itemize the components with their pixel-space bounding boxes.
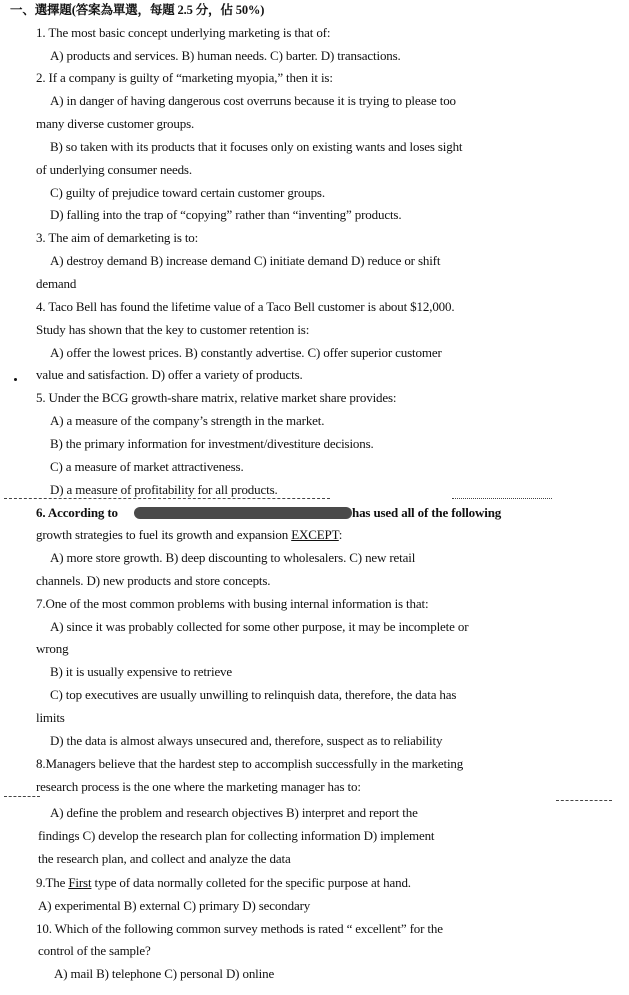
question-7: 7.One of the most common problems with busing internal information is that: — [36, 596, 429, 611]
question-2-option-a: A) in danger of having dangerous cost overruns because it is trying to please too — [50, 93, 456, 108]
question-8-options-cont-2: the research plan, and collect and analyze the data — [38, 851, 291, 866]
scan-line-left — [4, 498, 330, 499]
scan-line-left-2 — [4, 796, 40, 797]
question-4: 4. Taco Bell has found the lifetime value of a Taco Bell customer is about $12,000. — [36, 299, 455, 314]
question-10: 10. Which of the following common survey methods is rated “ excellent” for the — [36, 921, 443, 936]
question-6-options-cont: channels. D) new products and store concepts. — [36, 573, 271, 588]
question-8-cont: research process is the one where the marketing manager has to: — [36, 779, 361, 794]
question-8-options-cont: findings C) develop the research plan for collecting information D) implement — [38, 828, 435, 843]
question-2: 2. If a company is guilty of “marketing myopia,” then it is: — [36, 70, 333, 85]
question-7-option-a-cont: wrong — [36, 641, 69, 656]
question-2-option-c: C) guilty of prejudice toward certain customer groups. — [50, 185, 325, 200]
question-4-options-cont: value and satisfaction. D) offer a variety of products. — [36, 367, 303, 382]
question-6-cont: growth strategies to fuel its growth and expansion — [36, 527, 289, 542]
question-6-options: A) more store growth. B) deep discounting to wholesalers. C) new retail — [50, 550, 416, 565]
question-8: 8.Managers believe that the hardest step to accomplish successfully in the marketing — [36, 756, 464, 771]
question-2-option-a-cont: many diverse customer groups. — [36, 116, 195, 131]
question-4-cont: Study has shown that the key to customer retention is: — [36, 322, 310, 337]
question-5-option-a: A) a measure of the company’s strength in the market. — [50, 413, 325, 428]
question-1-options: A) products and services. B) human needs. C) barter. D) transactions. — [50, 48, 401, 63]
question-2-option-d: D) falling into the trap of “copying” rather than “inventing” products. — [50, 207, 402, 222]
scan-line-right-2 — [556, 800, 612, 801]
question-10-cont: control of the sample? — [38, 943, 151, 958]
question-10-options: A) mail B) telephone C) personal D) online — [54, 966, 275, 981]
question-6-colon: : — [338, 527, 343, 542]
question-7-option-c: C) top executives are usually unwilling to relinquish data, therefore, the data has — [50, 687, 457, 702]
question-7-option-a: A) since it was probably collected for some other purpose, it may be incomplete or — [50, 619, 469, 634]
question-4-options: A) offer the lowest prices. B) constantly advertise. C) offer superior customer — [50, 345, 442, 360]
question-3-options: A) destroy demand B) increase demand C) initiate demand D) reduce or shift — [50, 253, 441, 268]
except-keyword: EXCEPT — [291, 527, 339, 542]
question-8-options: A) define the problem and research objectives B) interpret and report the — [50, 805, 418, 820]
question-7-option-b: B) it is usually expensive to retrieve — [50, 664, 233, 679]
question-9-options: A) experimental B) external C) primary D) secondary — [38, 898, 311, 913]
section-header: 一、選擇題(答案為單選，每題 2.5 分，佔 50%) — [10, 3, 265, 17]
stray-mark — [14, 378, 17, 381]
obscured-text-smudge — [134, 507, 352, 519]
first-keyword: First — [68, 875, 92, 890]
question-3-options-cont: demand — [36, 276, 77, 291]
question-7-option-c-cont: limits — [36, 710, 65, 725]
question-5: 5. Under the BCG growth-share matrix, relative market share provides: — [36, 390, 397, 405]
question-5-option-b: B) the primary information for investment/divestiture decisions. — [50, 436, 374, 451]
question-2-option-b-cont: of underlying consumer needs. — [36, 162, 192, 177]
question-6-tail: has used all of the following — [352, 505, 502, 520]
question-2-option-b: B) so taken with its products that it focuses only on existing wants and loses sight — [50, 139, 463, 154]
question-9-cont: type of data normally colleted for the specific purpose at hand. — [94, 875, 411, 890]
question-5-option-d: D) a measure of profitability for all products. — [50, 482, 278, 497]
question-5-option-c: C) a measure of market attractiveness. — [50, 459, 244, 474]
scan-line-right — [452, 498, 552, 499]
question-3: 3. The aim of demarketing is to: — [36, 230, 199, 245]
question-1: 1. The most basic concept underlying marketing is that of: — [36, 25, 331, 40]
question-7-option-d: D) the data is almost always unsecured and, therefore, suspect as to reliability — [50, 733, 443, 748]
question-9: 9.The — [36, 875, 66, 890]
question-6: 6. According to — [36, 505, 118, 520]
